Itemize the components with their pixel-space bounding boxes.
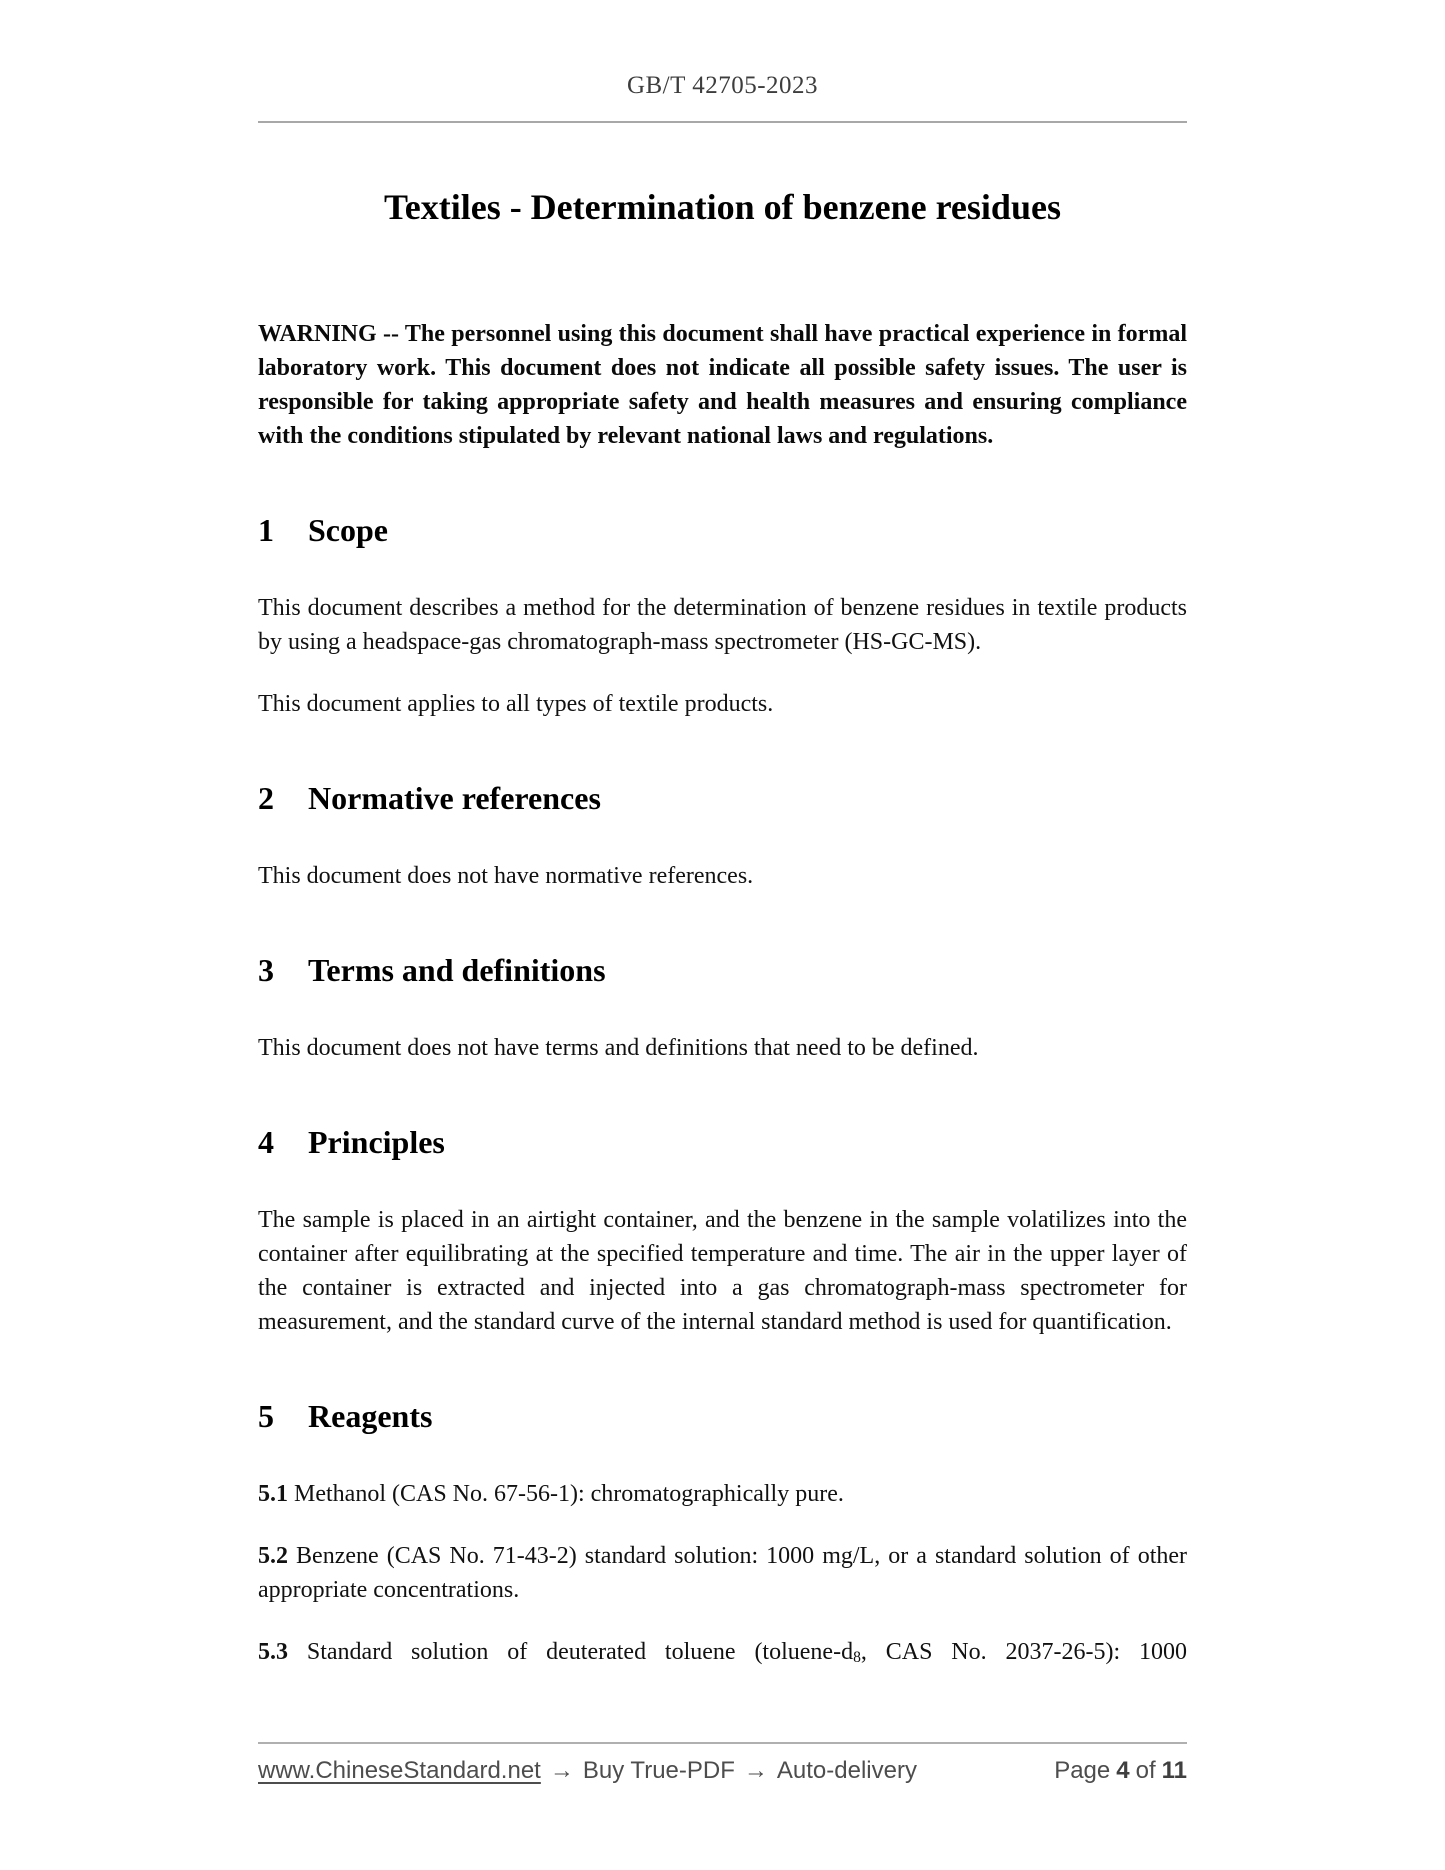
section-heading-principles — [258, 1123, 1187, 1161]
warning-paragraph: WARNING -- The personnel using this document shall have practical experience in formal laboratory work. This document does not indicate all possible safety issues. The user is responsible for taking appropriate safety and health measures and ensuring compliance with the conditions stipulated by relevant national laws and regulations. — [258, 321, 1187, 449]
section-heading-scope — [258, 511, 1187, 549]
section-number: 3 — [258, 952, 274, 988]
reagent-text: Methanol (CAS No. 67-56-1): chromatographically pure. — [294, 1481, 844, 1507]
header-divider — [258, 121, 1187, 123]
page-indicator — [1048, 1756, 1187, 1786]
reagent-item-5-2 — [258, 1539, 1187, 1607]
section-title: Principles — [308, 1124, 445, 1160]
section-number: 4 — [258, 1124, 274, 1160]
reagent-number: 5.1 — [258, 1481, 288, 1507]
section-heading-normative-references — [258, 779, 1187, 817]
reagent-text: Benzene (CAS No. 71-43-2) standard solution: 1000 mg/L, or a standard solution of other appropriate concentrations. — [258, 1543, 1188, 1603]
section-title: Reagents — [308, 1398, 433, 1434]
arrow-right-icon: → — [743, 1757, 768, 1784]
website-link[interactable]: www.ChineseStandard.net — [258, 1757, 541, 1784]
section-number: 1 — [258, 512, 274, 548]
section-heading-terms-and-definitions — [258, 951, 1187, 989]
reagent-item-5-1 — [258, 1477, 1187, 1511]
standard-code: GB/T 42705-2023 — [626, 72, 819, 99]
page-footer — [258, 1742, 1187, 1786]
section-title: Scope — [308, 512, 388, 548]
page-number-current: 4 — [1116, 1757, 1130, 1784]
paragraph: This document applies to all types of textile products. — [258, 691, 774, 717]
reagent-number: 5.3 — [258, 1639, 288, 1665]
subscript-8: 8 — [853, 1648, 861, 1666]
paragraph: This document does not have terms and definitions that need to be defined. — [258, 1035, 979, 1061]
footer-source-line — [258, 1756, 917, 1786]
auto-delivery-text: Auto-delivery — [776, 1757, 917, 1784]
section-number: 5 — [258, 1398, 274, 1434]
page-number-total: 11 — [1161, 1757, 1187, 1784]
section-number: 2 — [258, 780, 274, 816]
section-heading-reagents — [258, 1397, 1187, 1435]
buy-true-pdf-text: Buy True-PDF — [582, 1757, 735, 1784]
reagent-item-5-3 — [258, 1635, 1187, 1669]
arrow-right-icon: → — [549, 1757, 574, 1784]
page-label: Page — [1054, 1757, 1111, 1784]
reagent-text: , CAS No. 2037-26-5): 1000 — [860, 1639, 1187, 1665]
reagent-number: 5.2 — [258, 1543, 288, 1569]
section-title: Terms and definitions — [308, 952, 606, 988]
document-title: Textiles - Determination of benzene residues — [384, 187, 1061, 227]
paragraph: The sample is placed in an airtight container, and the benzene in the sample volatilizes into the container after equilibrating at the specified temperature and time. The air in the upper layer of the container is extracted and injected into a gas chromatograph-mass spectrometer for measurement, and the standard curve of the internal standard method is used for quantification. — [258, 1207, 1187, 1335]
document-page — [258, 0, 1187, 1669]
section-title: Normative references — [308, 780, 601, 816]
reagent-text: Standard solution of deuterated toluene (toluene-d — [306, 1639, 854, 1665]
paragraph: This document describes a method for the determination of benzene residues in textile products by using a headspace-gas chromatograph-mass spectrometer (HS-GC-MS). — [258, 595, 1187, 655]
of-label: of — [1135, 1757, 1156, 1784]
paragraph: This document does not have normative references. — [258, 863, 754, 889]
